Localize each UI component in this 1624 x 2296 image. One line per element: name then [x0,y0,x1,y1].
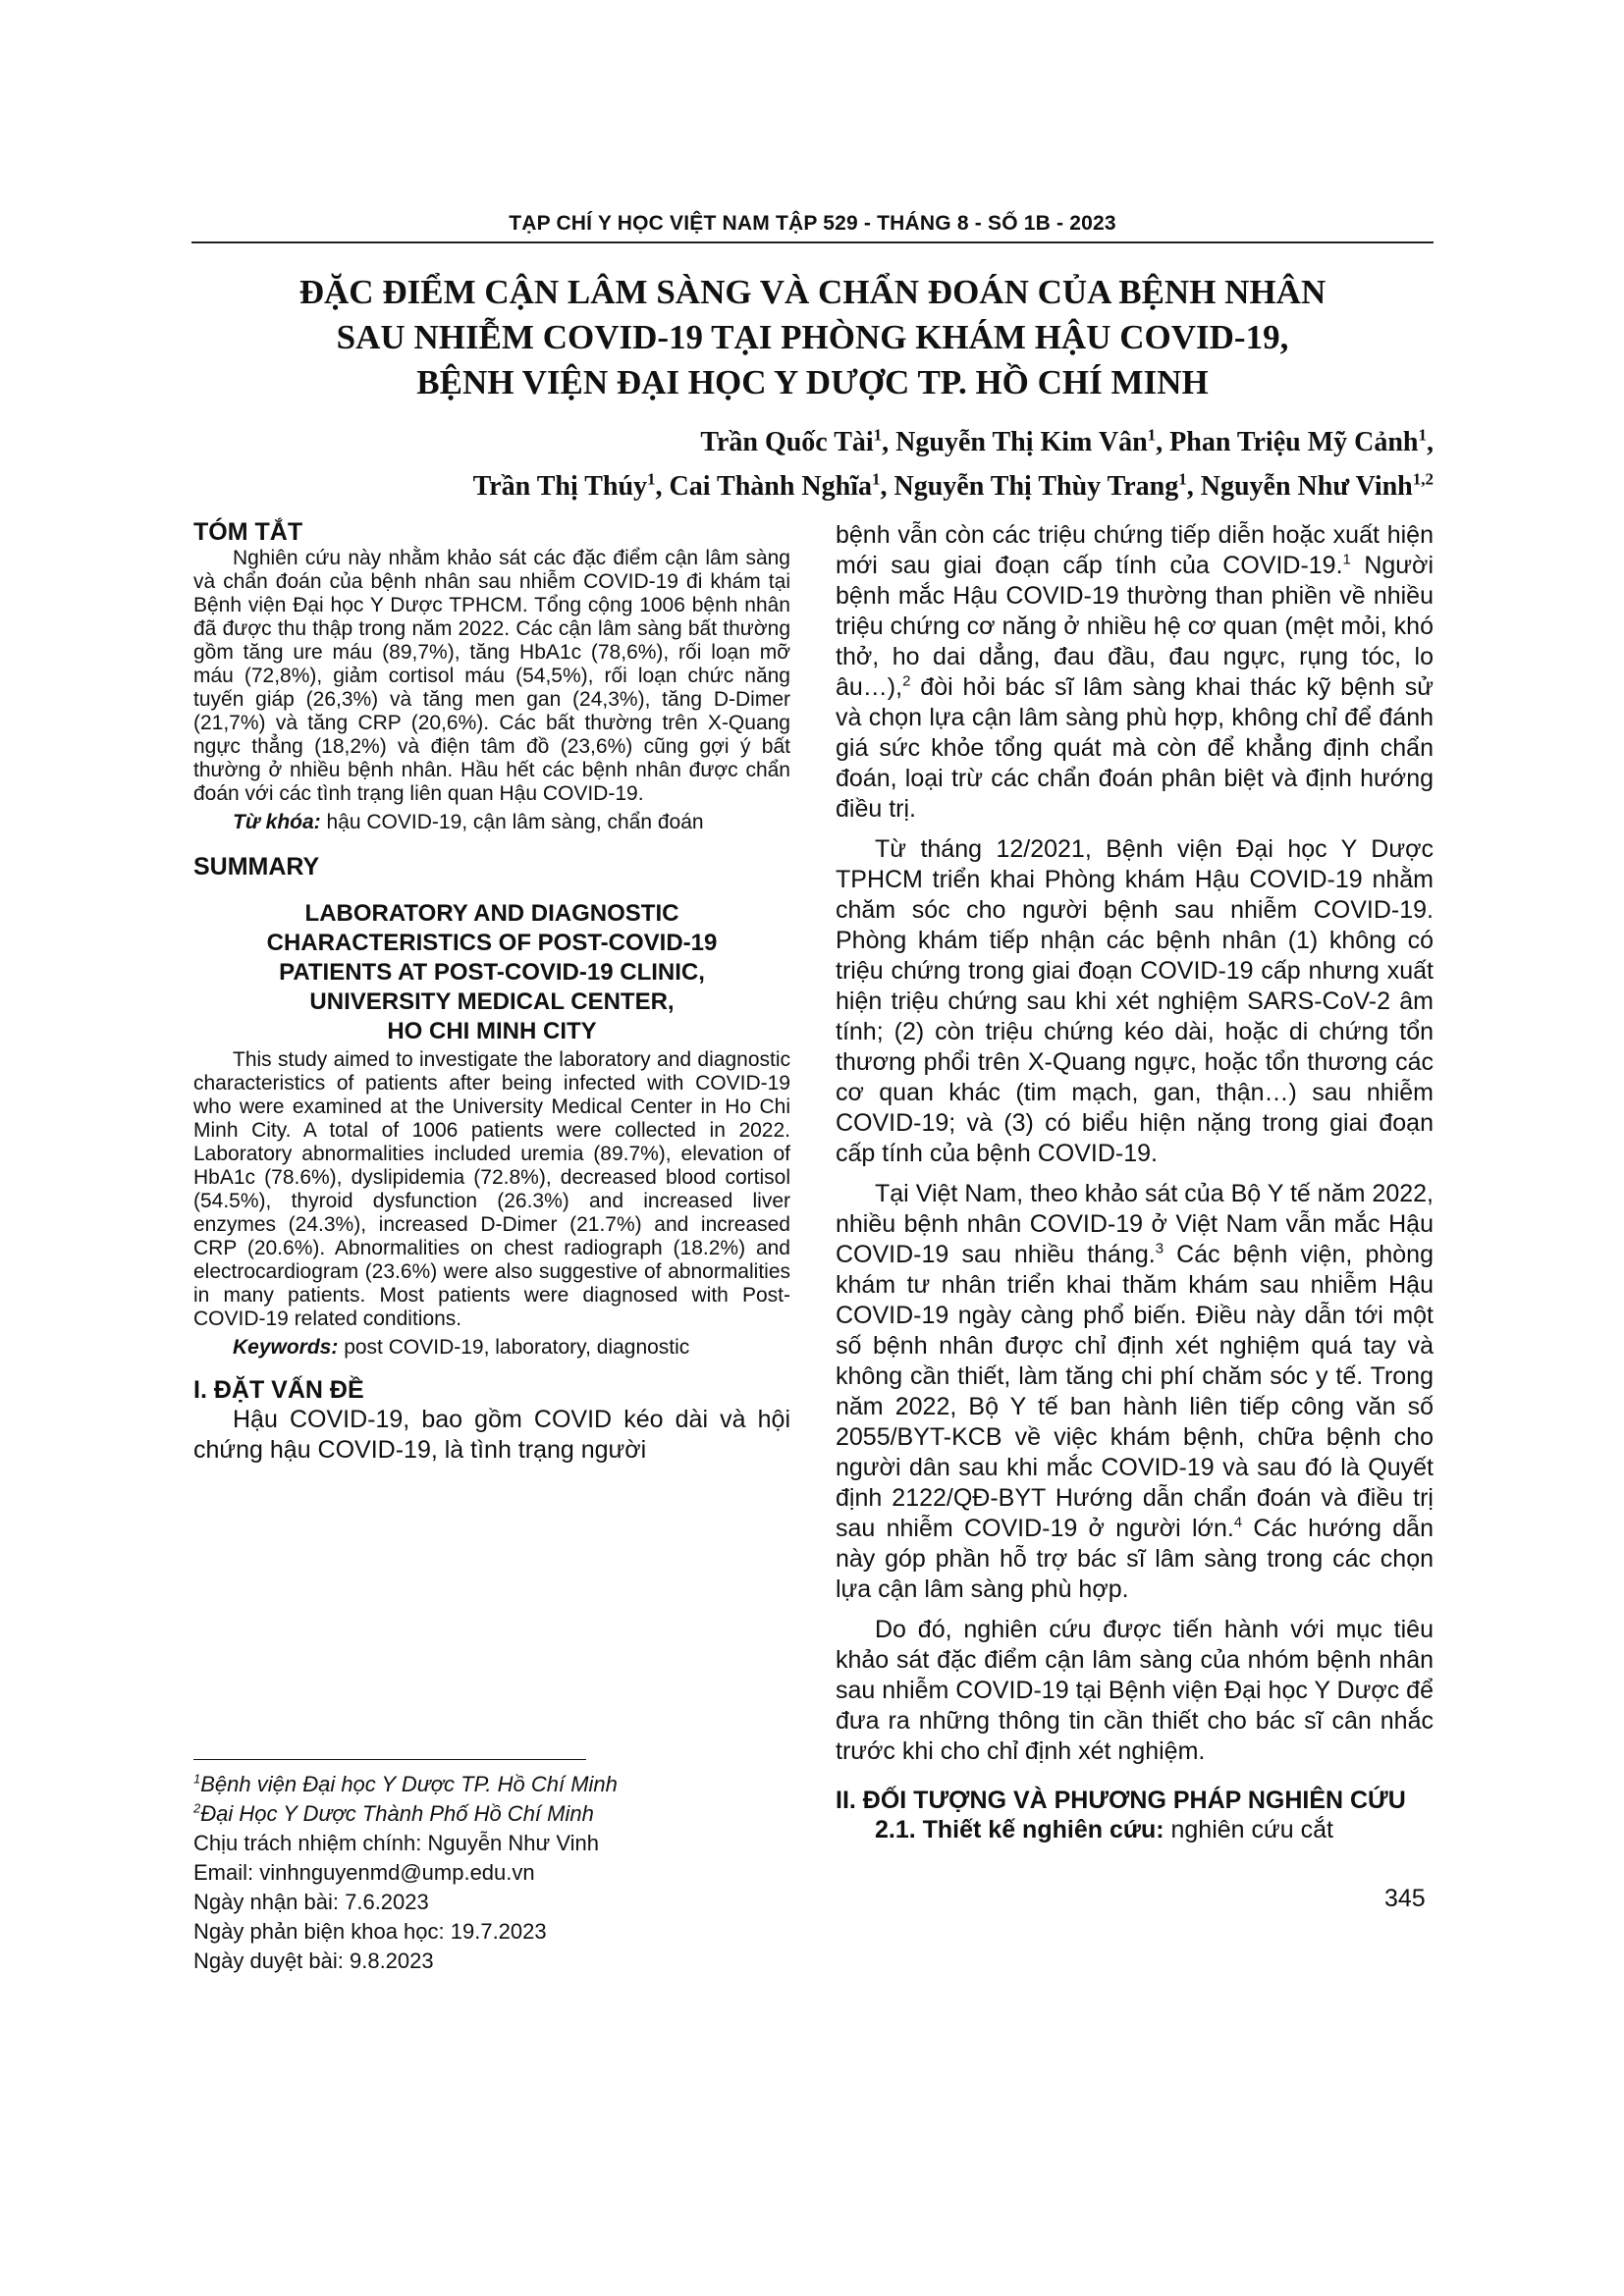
header-divider [191,241,1434,243]
abstract-heading: TÓM TẮT [193,518,303,546]
subsection-label: 2.1. Thiết kế nghiên cứu: [875,1816,1164,1843]
email: Email: vinhnguyenmd@ump.edu.vn [193,1860,535,1885]
intro-paragraph-continued: bệnh vẫn còn các triệu chứng tiếp diễn hoặc xuất hiện mới sau giai đoạn cấp tính của COVID-19.$^1$ Người bệnh mắc Hậu COVID-19 thường than phiền về nhiều triệu chứng cơ năng ở nhiều hệ cơ quan (mệt mỏi, khó thở, ho dai dẳng, đau đầu, đau ngực, rụng tóc, lo âu…),$^2$ đòi hỏi bác sĩ lâm sàng khai thác kỹ bệnh sử và chọn lựa cận lâm sàng phù hợp, không chỉ để đánh giá sức khỏe tổng quát mà còn để khẳng định chẩn đoán, loại trừ các chẩn đoán phân biệt và định hướng điều trị. [836,521,1434,823]
intro-paragraph: Hậu COVID-19, bao gồm COVID kéo dài và hội chứng hậu COVID-19, là tình trạng người [193,1406,790,1464]
keywords-text: post COVID-19, laboratory, diagnostic [344,1336,690,1359]
author-affiliation: 1 [873,425,883,445]
english-title-line: UNIVERSITY MEDICAL CENTER, [309,988,675,1015]
author-name: Trần Quốc Tài [700,427,874,457]
author-line: Trần Thị Thúy$^1$, Cai Thành Nghĩa$^1$, Nguyễn Thị Thùy Trang$^1$, Nguyễn Như Vinh$^{1,2}$ [472,469,1434,502]
english-title-line: CHARACTERISTICS OF POST-COVID-19 [266,930,718,956]
date-received: Ngày nhận bài: 7.6.2023 [193,1890,429,1914]
keywords-vietnamese [193,810,790,835]
keywords-text: hậu COVID-19, cận lâm sàng, chẩn đoán [326,811,704,833]
footnote-divider [193,1759,586,1760]
affiliation-note: $^2$Đại Học Y Dược Thành Phố Hồ Chí Minh [193,1800,594,1826]
abstract-vietnamese: Nghiên cứu này nhằm khảo sát các đặc điểm cận lâm sàng và chẩn đoán của bệnh nhân sau nhiễm COVID-19 đi khám tại Bệnh viện Đại học Y Dược TPHCM. Tổng cộng 1006 bệnh nhân đã được thu thập trong năm 2022. Các cận lâm sàng bất thường gồm tăng ure máu (89,7%), tăng HbA1c (78,6%), rối loạn mỡ máu (72,8%), giảm cortisol máu (54,5%), rối loạn chức năng tuyến giáp (26,3%) và tăng men gan (24,3%), tăng D-Dimer (21,7%) và tăng CRP (20,6%). Các bất thường trên X-Quang ngực thẳng (18,2%) và điện tâm đồ (23,6%) cũng gợi ý bất thường ở nhiều bệnh nhân. Hầu hết các bệnh nhân được chẩn đoán với các tình trạng liên quan Hậu COVID-19. [193,547,790,805]
affiliation-note: $^1$Bệnh viện Đại học Y Dược TP. Hồ Chí Minh [193,1771,618,1796]
keywords-label: Keywords: [233,1336,339,1359]
author-name: Phan Triệu Mỹ Cảnh [1169,427,1419,457]
author-list [191,420,1434,508]
article-title [191,270,1434,405]
title-line: SAU NHIỄM COVID-19 TẠI PHÒNG KHÁM HẬU COVID-19, [336,318,1289,356]
english-title [193,899,790,1046]
reference-marker: 2 [902,672,911,690]
author-name: Nguyễn Thị Thùy Trang [893,471,1179,502]
footnotes [193,1770,790,1976]
date-accepted: Ngày duyệt bài: 9.8.2023 [193,1949,434,1973]
body-paragraph: Từ tháng 12/2021, Bệnh viện Đại học Y Dược TPHCM triển khai Phòng khám Hậu COVID-19 nhằm chăm sóc cho người bệnh sau nhiễm COVID-19. Phòng khám tiếp nhận các bệnh nhân (1) không có triệu chứng trong giai đoạn COVID-19 cấp nhưng xuất hiện triệu chứng sau khi xét nghiệm SARS-CoV-2 âm tính; (2) còn triệu chứng kéo dài, hoặc di chứng tổn thương phổi trên X-Quang ngực, hoặc tổn thương các cơ quan khác (tim mạch, gan, thận…) sau nhiễm COVID-19; và (3) có biểu hiện nặng trong giai đoạn cấp tính của bệnh COVID-19. [836,835,1434,1167]
title-line: ĐẶC ĐIỂM CẬN LÂM SÀNG VÀ CHẨN ĐOÁN CỦA BỆNH NHÂN [298,273,1326,311]
reference-marker: 4 [1233,1514,1243,1531]
date-reviewed: Ngày phản biện khoa học: 19.7.2023 [193,1919,547,1944]
author-affiliation: 1 [872,469,881,489]
author-affiliation: 1 [647,469,656,489]
author-line: Trần Quốc Tài$^1$, Nguyễn Thị Kim Vân$^1$, Phan Triệu Mỹ Cảnh$^1$, [700,425,1434,457]
english-title-line: HO CHI MINH CITY [387,1018,597,1044]
english-title-line: PATIENTS AT POST-COVID-19 CLINIC, [279,959,705,986]
left-column [193,518,790,1466]
author-affiliation: 1 [1147,425,1157,445]
author-name: Cai Thành Nghĩa [669,471,873,502]
body-paragraph: Do đó, nghiên cứu được tiến hành với mục tiêu khảo sát đặc điểm cận lâm sàng của nhóm bệnh nhân sau nhiễm COVID-19 tại Bệnh viện Đại học Y Dược để đưa ra những thông tin cần thiết cho bác sĩ cân nhắc trước khi cho chỉ định xét nghiệm. [836,1616,1434,1765]
reference-marker: 1 [1342,551,1351,568]
author-name: Nguyễn Như Vinh [1200,471,1413,502]
reference-marker: 3 [1155,1240,1164,1257]
running-header: TẠP CHÍ Y HỌC VIỆT NAM TẬP 529 - THÁNG 8 - SỐ 1B - 2023 [509,212,1116,235]
right-column [836,520,1434,1845]
keywords-english [193,1335,790,1361]
body-paragraph: Tại Việt Nam, theo khảo sát của Bộ Y tế năm 2022, nhiều bệnh nhân COVID-19 ở Việt Nam vẫn mắc Hậu COVID-19 sau nhiều tháng.$^3$ Các bệnh viện, phòng khám tư nhân triển khai thăm khám sau nhiễm Hậu COVID-19 ngày càng phổ biến. Điều này dẫn tới một số bệnh nhân được chỉ định xét nghiệm quá tay và không cần thiết, làm tăng chi phí chăm sóc y tế. Trong năm 2022, Bộ Y tế ban hành liên tiếp công văn số 2055/BYT-KCB về việc khám bệnh, chữa bệnh cho người dân sau khi mắc COVID-19 và sau đó là Quyết định 2122/QĐ-BYT Hướng dẫn chẩn đoán và điều trị sau nhiễm COVID-19 ở người lớn.$^4$ Các hướng dẫn này góp phần hỗ trợ bác sĩ lâm sàng trong các chọn lựa cận lâm sàng phù hợp. [836,1180,1434,1603]
corresponding-author: Chịu trách nhiệm chính: Nguyễn Như Vinh [193,1831,599,1855]
keywords-label: Từ khóa: [233,811,321,833]
page-number: 345 [1384,1885,1426,1912]
section-heading: I. ĐẶT VẤN ĐỀ [193,1376,364,1404]
title-line: BỆNH VIỆN ĐẠI HỌC Y DƯỢC TP. HỒ CHÍ MINH [416,363,1209,401]
author-affiliation: 1 [1418,425,1427,445]
author-name: Trần Thị Thúy [472,471,648,502]
abstract-english: This study aimed to investigate the laboratory and diagnostic characteristics of patients after being infected with COVID-19 who were examined at the University Medical Center in Ho Chi Minh City. A total of 1006 patients were collected in 2022. Laboratory abnormalities included uremia (89.7%), elevation of HbA1c (78.6%), dyslipidemia (72.8%), decreased blood cortisol (54.5%), thyroid dysfunction (26.3%) and increased liver enzymes (24.3%), increased D-Dimer (21.7%) and increased CRP (20.6%). Abnormalities on chest radiograph (18.2%) and electrocardiogram (23.6%) were also suggestive of abnormalities in many patients. Most patients were diagnosed with Post-COVID-19 related conditions. [193,1048,790,1330]
author-affiliation: 1 [1178,469,1187,489]
summary-heading: SUMMARY [193,853,320,881]
english-title-line: LABORATORY AND DIAGNOSTIC [304,900,679,927]
subsection-paragraph: 2.1. Thiết kế nghiên cứu: nghiên cứu cắt [875,1816,1333,1843]
author-affiliation: 1,2 [1412,469,1434,489]
section-heading: II. ĐỐI TƯỢNG VÀ PHƯƠNG PHÁP NGHIÊN CỨU [836,1787,1406,1814]
author-name: Nguyễn Thị Kim Vân [895,427,1148,457]
